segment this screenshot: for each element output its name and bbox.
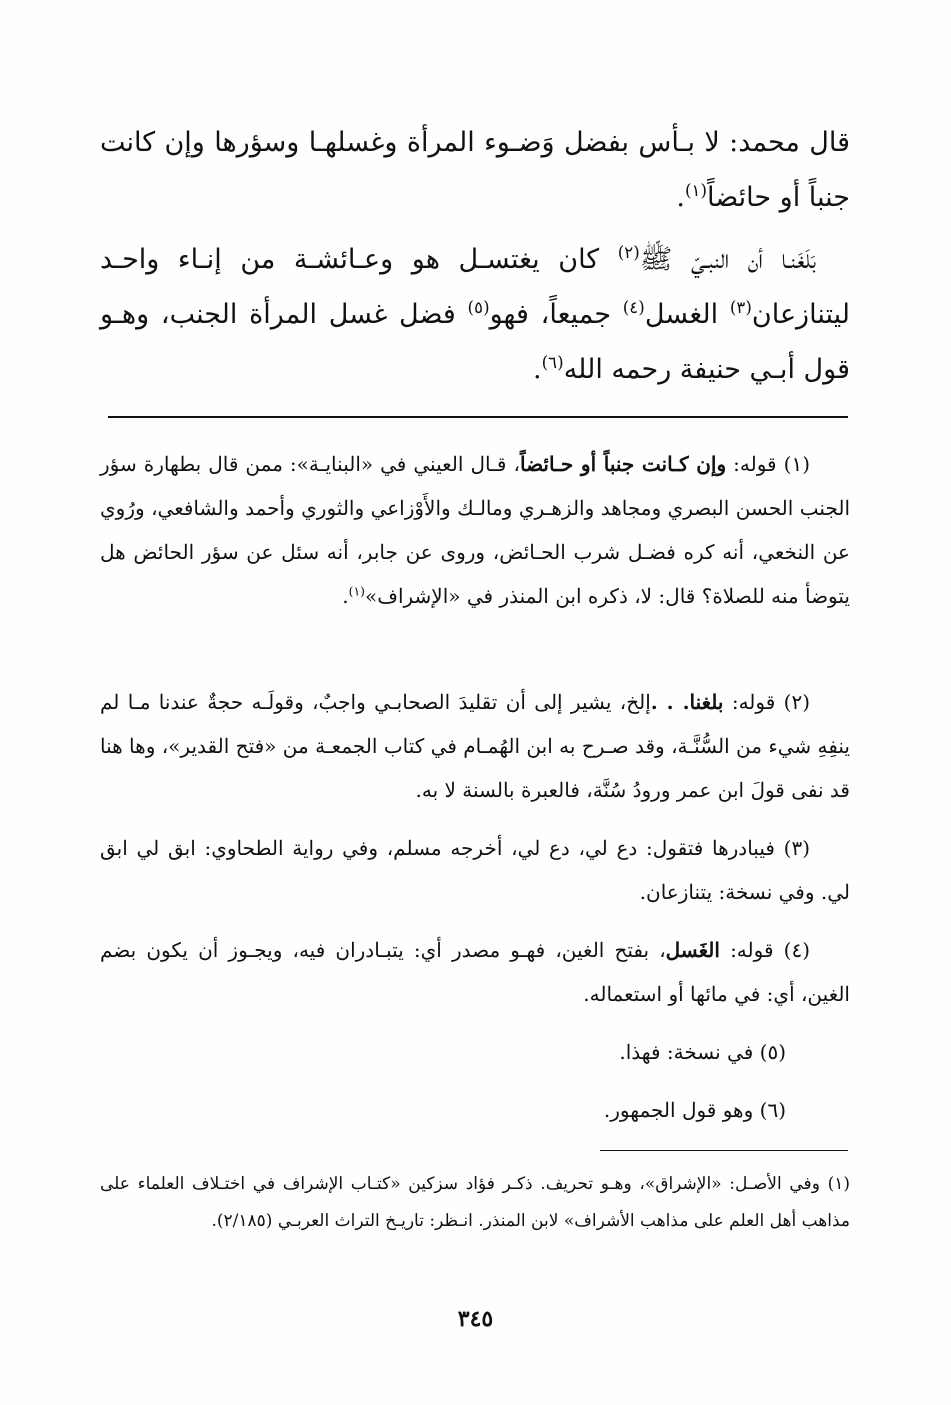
punctuation: .: [342, 584, 349, 608]
note-text: وهو قول الجمهور.: [603, 1098, 754, 1122]
main-paragraph-2: [100, 232, 850, 397]
note-text: فيبادرها فتقول: دع لي، دع لي، أخرجه مسلم، وفي رواية الطحاوي: ابق لي ابق لي. وفي نسخة: يتنازعان.: [100, 836, 850, 904]
punctuation: .: [533, 354, 542, 385]
commentary-note-6: [100, 1088, 850, 1132]
commentary-note-3: [100, 826, 850, 914]
main-text: جميعاً، فهو: [489, 299, 623, 330]
note-label: قوله:: [733, 452, 777, 476]
footnote-ref: (٥): [467, 297, 490, 317]
note-number: (١): [783, 452, 811, 476]
note-text: ، قـال العيني في «البنايـة»: ممن قال بطهارة سؤر الجنب الحسن البصري ومجاهد والزهـري ومالـك والأَوْزاعي والثوري وأحمد والشافعي، ورُوي عن النخعي، أنه كره فضـل شرب الحـائض، وروى عن جابر، أنه سئل عن سؤر الحائض هل يتوضأ منه للصلاة؟ قال: لا، ذكره ابن المنذر في «الإشراف»: [100, 452, 850, 608]
note-label: قوله:: [731, 690, 776, 714]
note-number: (٢): [783, 690, 811, 714]
page-number: ٣٤٥: [457, 1306, 494, 1332]
main-text: بَلَغَنـا أن النبـيّ ﷺ: [639, 244, 816, 275]
note-text: إلخ، يشير إلى أن تقليدَ الصحابـي واجبٌ، وقولَـه حجةٌ عندنا مـا لم ينفِهِ شيء من السُّنَّـة، وقد صـرح به ابن الهُمـام في كتاب الجمعـة من «فتح القدير»، وها هنا قد نفى قولَ ابن عمر ورودُ سُنَّة، فالعبرة بالسنة لا به.: [100, 690, 850, 802]
note-number: (٤): [783, 938, 810, 962]
footnote-ref: (٤): [622, 297, 645, 317]
bottom-footnote: [100, 1166, 850, 1240]
note-quote: وإن كـانت جنباً أو حـائضاً: [519, 452, 727, 476]
main-text: كان يغتسـل هو وعـائشـة من إنـاء واحـد ليتنازعان: [100, 244, 850, 330]
footnote-ref: (١): [348, 583, 365, 599]
main-text: فضل غسل المرأة الجنب، وهـو قول أبـي حنيفة رحمه الله: [100, 299, 850, 385]
separator-rule: [108, 416, 848, 418]
footnote-ref: (١): [684, 180, 707, 200]
note-number: (٣): [783, 836, 810, 860]
footnote-ref: (٢): [617, 242, 640, 262]
note-text: وفي الأصـل: «الإشراق»، وهـو تحريف. ذكـر فؤاد سزكين «كتـاب الإشراف في اختـلاف العلماء على مذاهب أهل العلم على مذاهب الأشراف» لابن المنذر. انـظر: تاريـخ التراث العربـي (٢/١٨٥).: [100, 1174, 850, 1231]
punctuation: .: [676, 182, 685, 213]
footnote-ref: (٣): [729, 297, 752, 317]
note-text: ، بفتح الغين، فهـو مصدر أي: يتبـادران فيه، ويجـوز أن يكون بضم الغين، أي: في مائها أو استعماله.: [100, 938, 850, 1006]
main-text: قال محمد: لا بـأس بفضل وَضـوء المرأة وغسلهـا وسؤرها وإن كانت جنباً أو حائضاً: [100, 127, 850, 213]
main-text: الغسل: [644, 299, 730, 330]
note-quote: الغَسل: [665, 938, 720, 962]
commentary-note-5: [100, 1030, 850, 1074]
note-number: (١): [827, 1174, 850, 1194]
note-number: (٦): [759, 1098, 786, 1122]
note-text: في نسخة: فهذا.: [619, 1040, 754, 1064]
footnote-separator: [600, 1150, 848, 1151]
footnote-ref: (٦): [541, 352, 564, 372]
main-paragraph-1: [100, 115, 850, 225]
commentary-note-1: [100, 442, 850, 618]
note-quote: بلغنا. . .: [650, 690, 724, 714]
note-number: (٥): [759, 1040, 786, 1064]
commentary-note-2: [100, 680, 850, 812]
note-label: قوله:: [730, 938, 774, 962]
commentary-note-4: [100, 928, 850, 1016]
